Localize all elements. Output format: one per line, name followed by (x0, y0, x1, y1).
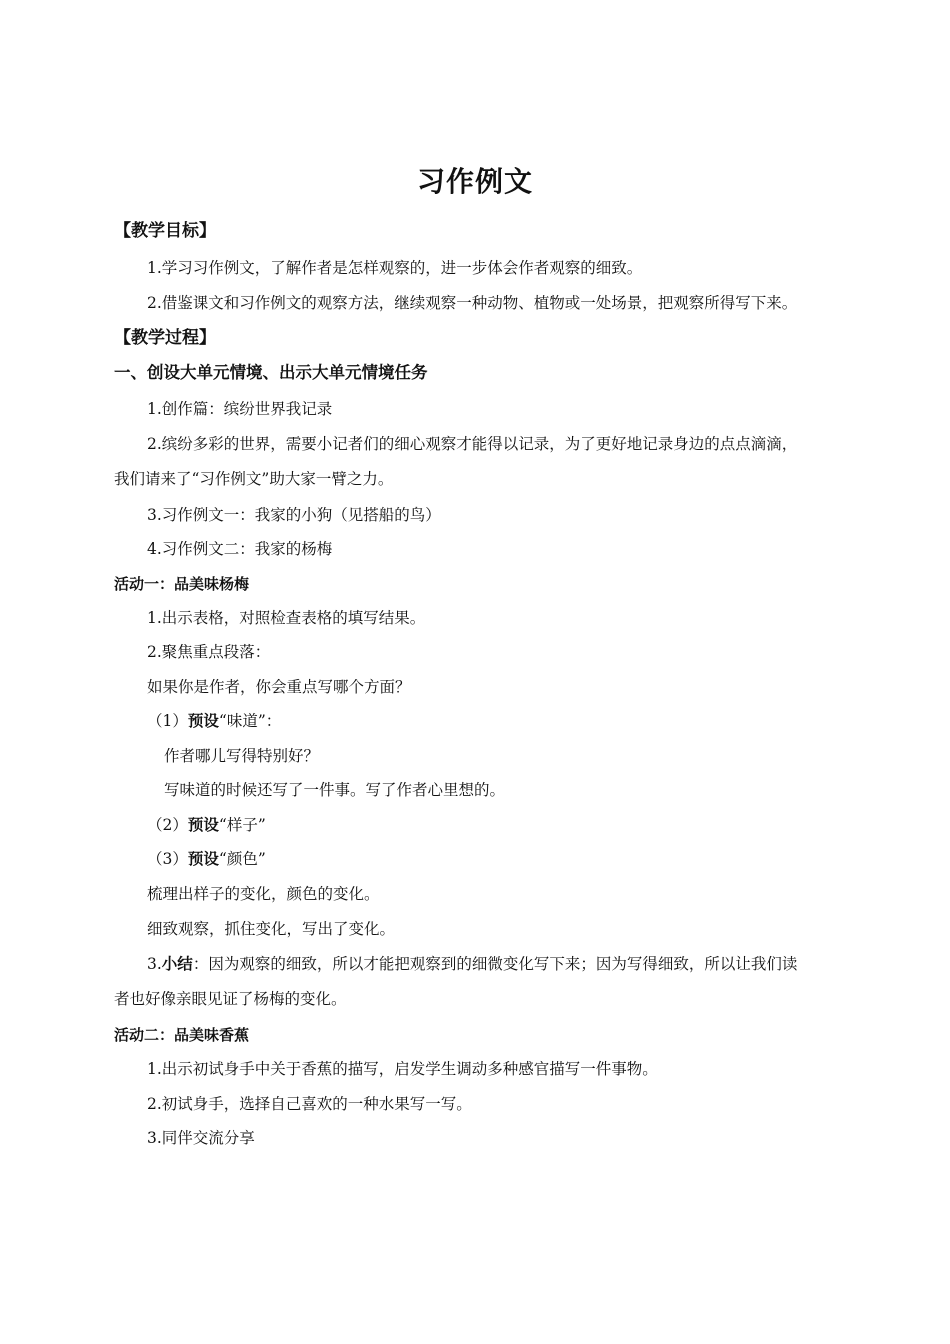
document-title: 习作例文 (416, 165, 533, 198)
activity-1-item-1: 1.出示表格，对照检查表格的填写结果。 (147, 609, 426, 627)
preset-3-label: 预设 (187, 850, 219, 868)
summary-label: 小结 (161, 955, 193, 973)
section-heading-process: 【教学过程】 (114, 328, 216, 348)
preset-1 (147, 710, 877, 732)
part-1-item-3: 3.习作例文一：我家的小狗（见搭船的鸟） (147, 506, 441, 524)
activity-1-heading: 活动一：品美味杨梅 (114, 575, 250, 593)
part-1-item-4: 4.习作例文二：我家的杨梅 (147, 540, 333, 558)
summary-text: ：因为观察的细致，所以才能把观察到的细微变化写下来；因为写得细致，所以让我们读 (192, 955, 798, 973)
section-heading-goals: 【教学目标】 (114, 221, 216, 241)
activity-2-item-3: 3.同伴交流分享 (147, 1129, 255, 1147)
preset-1-number: （1） (147, 712, 188, 730)
activity-2-item-2: 2.初试身手，选择自己喜欢的一种水果写一写。 (147, 1095, 472, 1113)
preset-1-answer: 写味道的时候还写了一件事。写了作者心里想的。 (164, 781, 506, 799)
part-1-item-2-line-2: 我们请来了“习作例文”助大家一臂之力。 (114, 470, 394, 488)
preset-2-number: （2） (147, 816, 188, 834)
activity-1-observe: 细致观察，抓住变化，写出了变化。 (147, 920, 396, 938)
preset-1-question: 作者哪儿写得特别好？ (164, 747, 320, 765)
preset-2 (147, 814, 877, 836)
preset-1-value: “味道”： (218, 712, 282, 730)
goal-item-2: 2.借鉴课文和习作例文的观察方法，继续观察一种动物、植物或一处场景，把观察所得写下来。 (147, 294, 798, 312)
preset-3 (147, 848, 877, 870)
activity-2-item-1: 1.出示初试身手中关于香蕉的描写，启发学生调动多种感官描写一件事物。 (147, 1060, 658, 1078)
activity-1-summary-line-2: 者也好像亲眼见证了杨梅的变化。 (114, 990, 347, 1008)
preset-2-label: 预设 (187, 816, 219, 834)
activity-1-summary-line-1 (147, 953, 877, 975)
part-1-heading: 一、创设大单元情境、出示大单元情境任务 (114, 363, 428, 382)
preset-1-label: 预设 (187, 712, 219, 730)
preset-2-value: “样子” (218, 816, 266, 834)
preset-3-value: “颜色” (218, 850, 266, 868)
activity-1-item-2: 2.聚焦重点段落： (147, 643, 271, 661)
goal-item-1: 1.学习习作例文，了解作者是怎样观察的，进一步体会作者观察的细致。 (147, 259, 643, 277)
activity-1-question: 如果你是作者，你会重点写哪个方面？ (147, 678, 411, 696)
activity-2-heading: 活动二：品美味香蕉 (114, 1026, 250, 1044)
preset-3-number: （3） (147, 850, 188, 868)
part-1-item-1: 1.创作篇：缤纷世界我记录 (147, 400, 333, 418)
summary-number: 3. (147, 955, 162, 973)
part-1-item-2-line-1: 2.缤纷多彩的世界，需要小记者们的细心观察才能得以记录，为了更好地记录身边的点点滴滴， (147, 435, 798, 453)
activity-1-sort: 梳理出样子的变化，颜色的变化。 (147, 885, 380, 903)
